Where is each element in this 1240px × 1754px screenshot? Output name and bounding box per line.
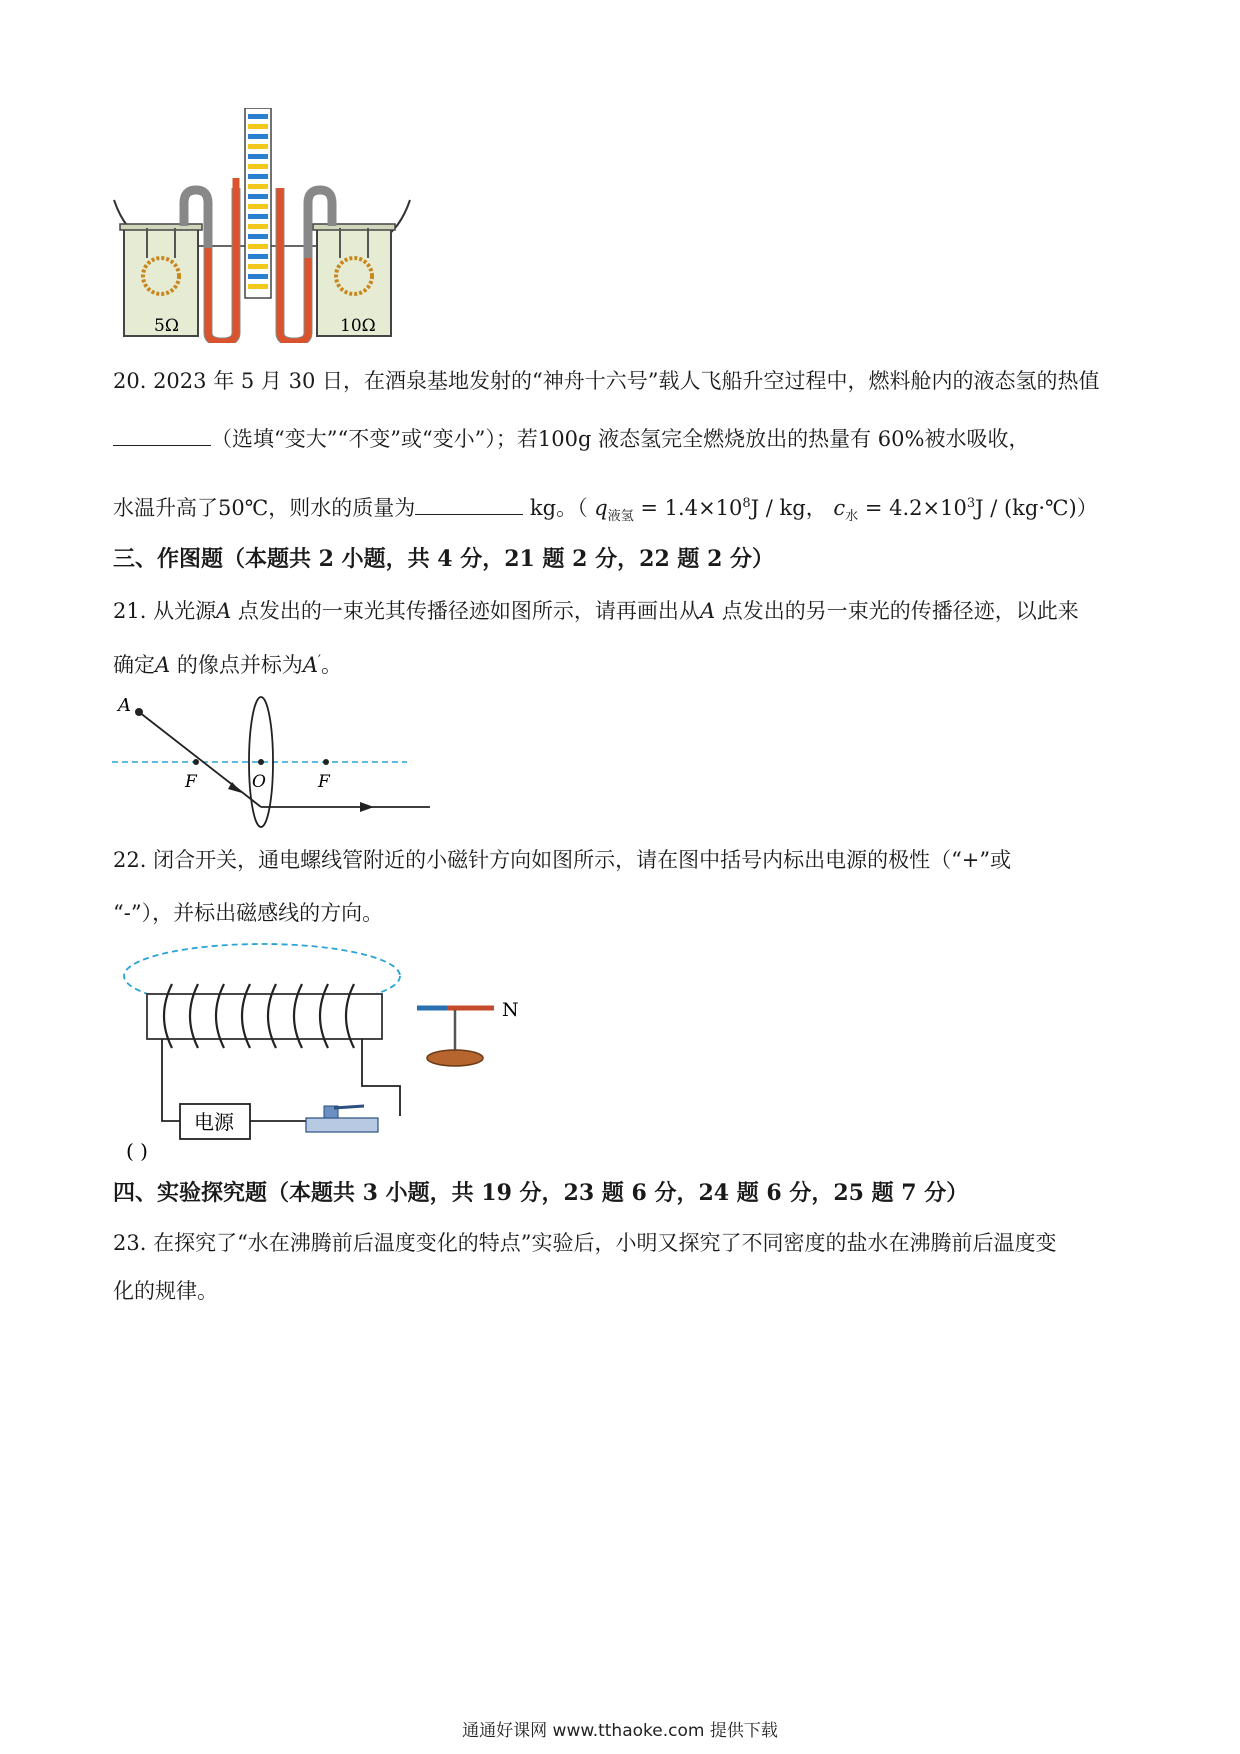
focus-left-label: F <box>185 772 197 792</box>
q20-blank2[interactable] <box>415 514 523 515</box>
resistor-10-label: 10Ω <box>340 316 376 336</box>
q23-line1: 23. 在探究了“水在沸腾前后温度变化的特点”实验后，小明又探究了不同密度的盐水在沸腾前后温度变 <box>113 1231 1057 1255</box>
section3-title: 三、作图题（本题共 2 小题，共 4 分，21 题 2 分，22 题 2 分） <box>113 546 775 572</box>
point-a-label: A <box>118 695 131 716</box>
polarity-bracket[interactable]: ( ) <box>126 1139 148 1163</box>
resistor-5-label: 5Ω <box>154 316 179 336</box>
lens-figure <box>112 690 442 830</box>
q23-line2: 化的规律。 <box>113 1279 218 1303</box>
q20-line1: 20. 2023 年 5 月 30 日，在酒泉基地发射的“神舟十六号”载人飞船升空过程中，燃料舱内的液态氢的热值 <box>113 369 1100 393</box>
q21-line1: 21. 从光源A 点发出的一束光其传播径迹如图所示，请再画出从A 点发出的另一束光的传播径迹，以此来 <box>113 599 1079 623</box>
page-footer: 通通好课网 www.tthaoke.com 提供下载 <box>462 1721 778 1741</box>
q22-line2: “-”），并标出磁感线的方向。 <box>113 901 384 925</box>
focus-right-label: F <box>318 772 330 792</box>
q20-blank1[interactable] <box>113 445 211 446</box>
q22-line1: 22. 闭合开关，通电螺线管附近的小磁针方向如图所示，请在图中括号内标出电源的极性（“+”或 <box>113 848 1012 872</box>
q20-line2: （选填“变大”“不变”或“变小”）；若100g 液态氢完全燃烧放出的热量有 60%被水吸收， <box>113 424 1029 454</box>
q20-line3: 水温升高了50℃，则水的质量为 kg。（ $q_{液氢} = 1.4\times 10^8J$ / kg， $c_水 = 4.2\times 10^3J$ / (kg·℃)） <box>113 496 1098 525</box>
optical-center-label: O <box>252 772 266 792</box>
section4-title: 四、实验探究题（本题共 3 小题，共 19 分，23 题 6 分，24 题 6 分，25 题 7 分） <box>113 1180 969 1206</box>
north-pole-label: N <box>502 999 519 1021</box>
q21-line2: 确定A 的像点并标为A′。 <box>113 653 342 677</box>
power-source-label: 电源 <box>194 1110 234 1134</box>
joule-heating-figure <box>112 108 412 343</box>
solenoid-figure <box>112 936 532 1171</box>
